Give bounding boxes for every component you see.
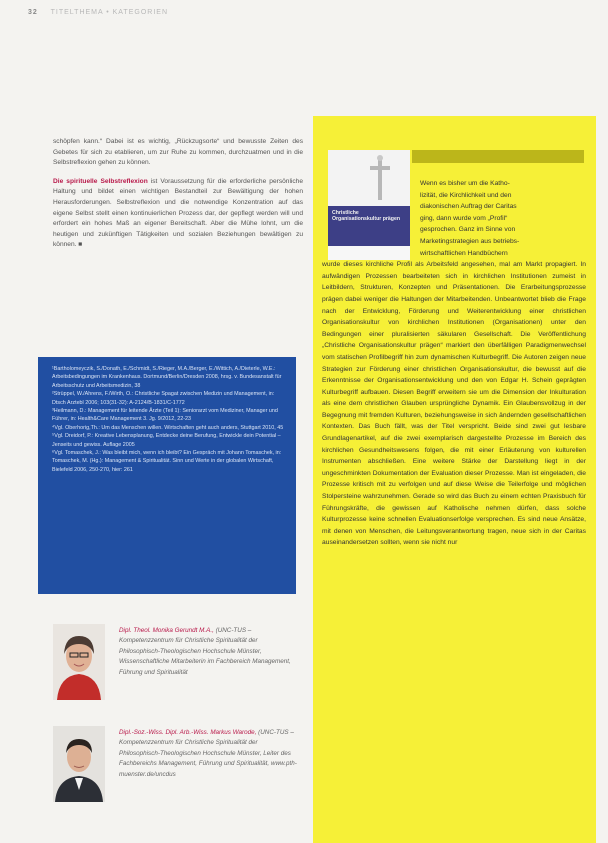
author-name: Dipl.-Soz.-Wiss. Dipl. Arb.-Wiss. Markus Warode, [119,729,257,736]
author-card [53,726,298,811]
paragraph: schöpfen kann.“ Dabei ist es wichtig, „Rückzugsorte“ und bewusste Zeiten des Gebetes für sich zu etablieren, um zur Ruhe zu kommen, durchzuatmen und in die Selbstreflexion gehen zu können. [53,138,303,167]
review-line: lizität, die Kirchlichkeit und den [420,191,512,199]
author-name: Dipl. Theol. Monika Gerundt M.A., [119,627,214,634]
review-line: diakonischen Auftrag der Caritas [420,203,517,211]
article-text-left [53,137,303,259]
review-line: Wenn es bisher um die Katho- [420,180,510,187]
review-line: wirtschaftlichen Handbüchern [420,249,508,257]
book-review-text [322,178,586,549]
author-affiliation: (UNC-TUS – Kompetenzzentrum für Christliche Spiritualität der Philosophisch-Theologischen Hochschule Münster, Wissenschaftliche Mitarbeiterin im Fachbereich Management, Führung und Spiritualität [119,627,291,676]
review-line: Marketingstrategien aus betriebs- [420,237,520,245]
footnote: ³Heilmann, D.: Management für leitende Ärzte (Teil 1): Seniorarzt vom Mediziner, Manager und Führer, in: Health&Care Management 3. Jg. 9/2012, 22-23 [52,408,278,423]
paragraph [53,177,303,251]
section-title: TITELTHEMA • KATEGORIEN [50,9,168,16]
footnotes-box [38,357,296,594]
book-title: Christliche Organisationskultur prägen [332,210,401,223]
page-number: 32 [28,9,38,16]
footnote: ²Strüppel, W./Ahrens, F./Wirth, O.: Christliche Spagat zwischen Medizin und Management, in: Dtsch Arztebl 2006; 103(31-32): A-2124/B-1831/C-1772 [52,391,275,406]
footnote: ⁵Vgl. Dreidorf, P.: Kreative Lebensplanung, Entdecke deine Berufung, Entwickle dein Potential – Jenseits und gewiss. Auflage 2005 [52,433,281,448]
portrait-man-icon [53,726,105,802]
paragraph-text: ist Voraussetzung für die erforderliche persönliche Haltung und bildet einen wichtigen Bestandteil zur Bewältigung der hohen Herausforderungen. Selbstreflexion und die notwendige Konzentration auf das eigene Selbst stellt einen kontinuierlichen Prozess dar, der gepflegt werden will und erfordert ein hohes Maß an eigener Bereitschaft. Aber die Mühe lohnt, um die heutigen und zukünftigen Tätigkeiten und sozialen Beziehungen bewältigen zu können. ■ [53,177,304,249]
portrait-woman-icon [53,624,105,700]
review-body: wurde dieses kirchliche Profil als Arbeitsfeld angesehen, mal am Markt propagiert. In aufwändigen Prozessen bearbeiteten sich in kirchlichen Institutionen zumeist in Leitbildern, Strukturen, Konzepten und Präsentationen. Die Erarbeitungsprozesse prägen dabei weniger die Haltungen der Mitarbeitenden. Unbeantwortet blieb die Frage nach der Entwicklung, Förderung und Weiterentwicklung einer christlichen Organisationskultur von kirchlichen Institutionen (Organisationen) unter den Bedingungen einer pluralisierten säkularen Gesellschaft. Die Veröffentlichung „Christliche Organisationskultur prägen“ markiert den überfälligen Paradigmenwechsel vom statischen Profilbegriff hin zum dynamischen Kulturbegriff. Die Autoren zeigen neue Strategien zur Förderung einer christlichen Organisationskultur, die bewusst auf die Erkenntnisse der Organisationsentwicklung und den von Edgar H. Schein geprägten Kulturbegriff aufbauen. Diesen Begriff erweitern sie um die Dimension der Inkulturation als eine dem christlichen Glauben ursprüngliche Dynamik. Ein Glaubensvollzug in der Begegnung mit fremden Kulturen, beziehungsweise in sich ändernden gesellschaftlichen Kontexten. Das Buch fällt, was der Titel verspricht. Beide sind zwei gut lesbare Grundlagenartikel, auf die zwei exemplarisch dargestellte Prozesse im Bereich des kirchlichen Gesundheitswesens folgen, die mit einer Erläuterung von kulturellen Instrumenten abschließen. Eine weitere Stärke der Darstellung liegt in der ungeschminkten Dokumentation der Evaluation dieser Prozesse. Man ist eingeladen, die Prozesse kritisch mit zu verfolgen und auf diese Weise die Teilerfolge und möglichen Stolpersteine wahrzunehmen. Gerade so wird das Buch zu einem echten Praxisbuch für Führungskräfte, die gewissen auf Katholische nehmen dürfen, dass solche Kulturprozesse keine schnellen Evaluationserfolge versprechen. Es sind neue Ansätze, mit denen von Menschen, die Leitungsverantwortung tragen, neue sich in der Caritas auseinandersetzen sollten, wenn sie nicht nur [322,261,586,547]
author-photo [53,624,105,700]
review-banner [412,150,584,163]
paragraph-lead: Die spirituelle Selbstreflexion [53,177,148,185]
footnote: ¹Bartholomeyczik, S./Donath, E./Schmidt, S./Rieger, M.A./Berger, E./Wittich, A./Dieterle, W.E.: Arbeitsbedingungen im Krankenhaus. Dortmund/Berlin/Dresden 2008, hrsg. v. Bundesanstalt für Arbeitsschutz und Arbeitsmedizin, 38 [52,366,282,389]
author-bio [119,728,297,780]
author-card [53,624,298,709]
author-bio [119,626,297,678]
author-photo [53,726,105,802]
review-line: ging, dann wurde vom „Profil“ [420,214,508,222]
page-header [28,9,448,16]
footnote: ⁴Vgl. Oberhorig,Th.: Um das Menschen willen. Wirtschaften geht auch anders, Stuttgart 2010, 45 [52,424,284,431]
author-affiliation: (UNC-TUS – Kompetenzzentrum für Christliche Spiritualität der Philosophisch-Theologischen Hochschule Münster, Leiter des Fachbereichs Management, Führung und Spiritualität, www.pth-muenster.de/uncdus [119,729,297,778]
review-line: gesprochen. Ganz im Sinne von [420,226,516,234]
footnote: ⁶Vgl. Tomaschek, J.: Was bleibt mich, wenn ich bleibt? Ein Gespräch mit Johann Tomaschek, in: Tomaschek, M. (Hg.): Management & Spiritualität. Sinn und Werte in der globalen Wirtschaft, Bielefeld 2006, 250-270, hier: 261 [52,450,282,473]
